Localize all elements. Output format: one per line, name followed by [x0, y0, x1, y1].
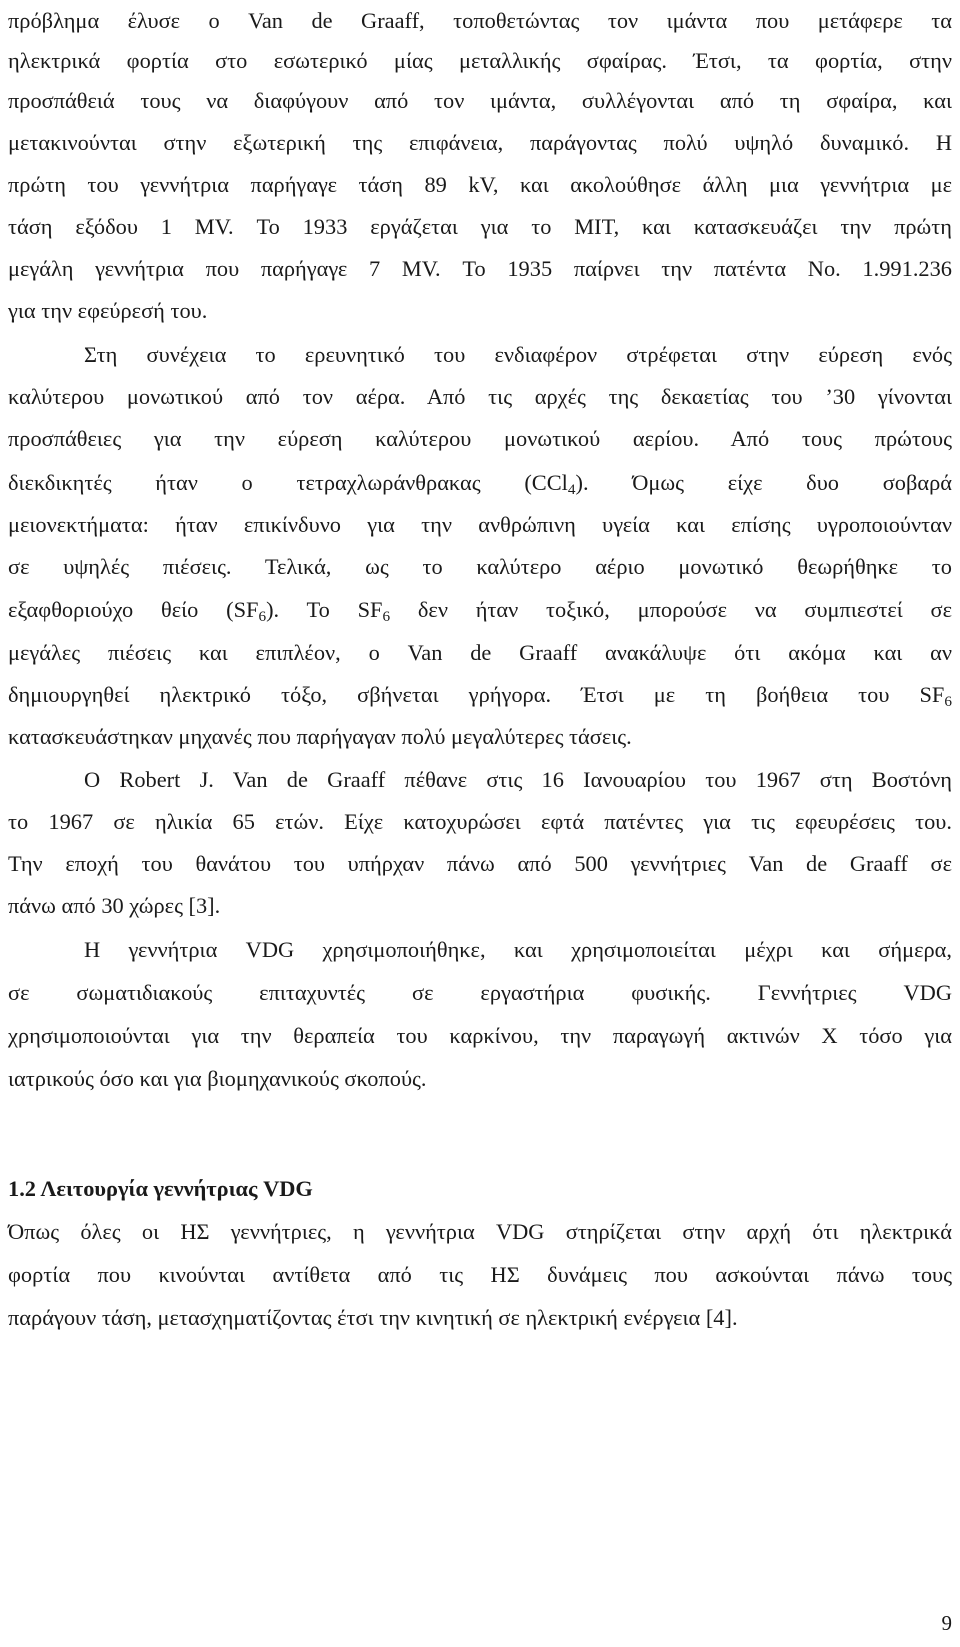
text-line: προσπάθειά τους να διαφύγουν από τον ιμάντα, συλλέγονται από τη σφαίρα, και [8, 88, 952, 113]
text-line: σε υψηλές πιέσεις. Τελικά, ως το καλύτερο αέριο μονωτικό θεωρήθηκε το [8, 554, 952, 579]
subscript: 6 [382, 607, 391, 625]
text-line: μεγάλη γεννήτρια που παρήγαγε 7 MV. Το 1935 παίρνει την πατέντα No. 1.991.236 [8, 256, 952, 281]
text-line: κατασκευάστηκαν μηχανές που παρήγαγαν πολύ μεγαλύτερες τάσεις. [8, 724, 632, 749]
text-line-ccl4 [8, 462, 952, 504]
text-line: μεγάλες πιέσεις και επιπλέον, ο Van de Graaff ανακάλυψε ότι ακόμα και αν [8, 640, 952, 665]
text-line: Όπως όλες οι ΗΣ γεννήτριες, η γεννήτρια VDG στηρίζεται στην αρχή ότι ηλεκτρικά [8, 1219, 952, 1244]
paragraph-first-line: Στη συνέχεια το ερευνητικό του ενδιαφέρον στρέφεται στην εύρεση ενός [84, 342, 952, 367]
text-line: προσπάθειες για την εύρεση καλύτερου μονωτικού αερίου. Από τους πρώτους [8, 426, 952, 451]
section-heading: 1.2 Λειτουργία γεννήτριας VDG [8, 1176, 313, 1201]
subscript: 6 [944, 692, 952, 710]
text-line: Την εποχή του θανάτου του υπήρχαν πάνω από 500 γεννήτριες Van de Graaff σε [8, 851, 952, 876]
text-segment: δημιουργηθεί ηλεκτρικό τόξο, σβήνεται γρήγορα. Έτσι με τη βοήθεια του SF [8, 682, 945, 707]
text-segment: ). Το SF [266, 597, 383, 622]
text-segment: διεκδικητές ήταν ο τετραχλωράνθρακας (CCl [8, 470, 568, 495]
text-line: ιατρικούς όσο και για βιομηχανικούς σκοπούς. [8, 1066, 427, 1091]
text-line: φορτία που κινούνται αντίθετα από τις ΗΣ δυνάμεις που ασκούνται πάνω τους [8, 1262, 952, 1287]
paragraph-first-line: Η γεννήτρια VDG χρησιμοποιήθηκε, και χρησιμοποιείται μέχρι και σήμερα, [84, 937, 952, 962]
subscript: 4 [567, 480, 576, 498]
text-line: για την εφεύρεσή του. [8, 298, 208, 323]
text-segment: εξαφθοριούχο θείο (SF [8, 597, 259, 622]
text-line: μειονεκτήματα: ήταν επικίνδυνο για την ανθρώπινη υγεία και επίσης υγροποιούνταν [8, 512, 952, 537]
text-line: τάση εξόδου 1 MV. Το 1933 εργάζεται για το MIT, και κατασκευάζει την πρώτη [8, 214, 952, 239]
text-line: το 1967 σε ηλικία 65 ετών. Είχε κατοχυρώσει εφτά πατέντες για τις εφευρέσεις του. [8, 809, 952, 834]
paragraph-first-line: Ο Robert J. Van de Graaff πέθανε στις 16 Ιανουαρίου του 1967 στη Βοστόνη [84, 767, 952, 792]
text-line: καλύτερου μονωτικού από τον αέρα. Από τις αρχές της δεκαετίας του ’30 γίνονται [8, 384, 952, 409]
text-line: παράγουν τάση, μετασχηματίζοντας έτσι την κινητική σε ηλεκτρική ενέργεια [4]. [8, 1305, 738, 1330]
text-line: πάνω από 30 χώρες [3]. [8, 893, 221, 918]
text-segment: ). Όμως είχε δυο σοβαρά [575, 470, 952, 495]
text-line: πρώτη του γεννήτρια παρήγαγε τάση 89 kV, και ακολούθησε άλλη μια γεννήτρια με [8, 172, 952, 197]
text-line-sf6 [8, 589, 952, 631]
text-line: πρόβλημα έλυσε ο Van de Graaff, τοποθετώντας τον ιμάντα που μετάφερε τα [8, 8, 952, 33]
text-segment: δεν ήταν τοξικό, μπορούσε να συμπιεστεί σε [390, 597, 952, 622]
page-number: 9 [941, 1611, 952, 1635]
text-line: σε σωματιδιακούς επιταχυντές σε εργαστήρια φυσικής. Γεννήτριες VDG [8, 980, 952, 1005]
text-line: μετακινούνται στην εξωτερική της επιφάνεια, παράγοντας πολύ υψηλό δυναμικό. Η [8, 130, 952, 155]
text-line: ηλεκτρικά φορτία στο εσωτερικό μίας μεταλλικής σφαίρας. Έτσι, τα φορτία, στην [8, 48, 952, 73]
subscript: 6 [258, 607, 267, 625]
text-line-sf6 [8, 674, 952, 716]
text-line: χρησιμοποιούνται για την θεραπεία του καρκίνου, την παραγωγή ακτινών X τόσο για [8, 1023, 952, 1048]
